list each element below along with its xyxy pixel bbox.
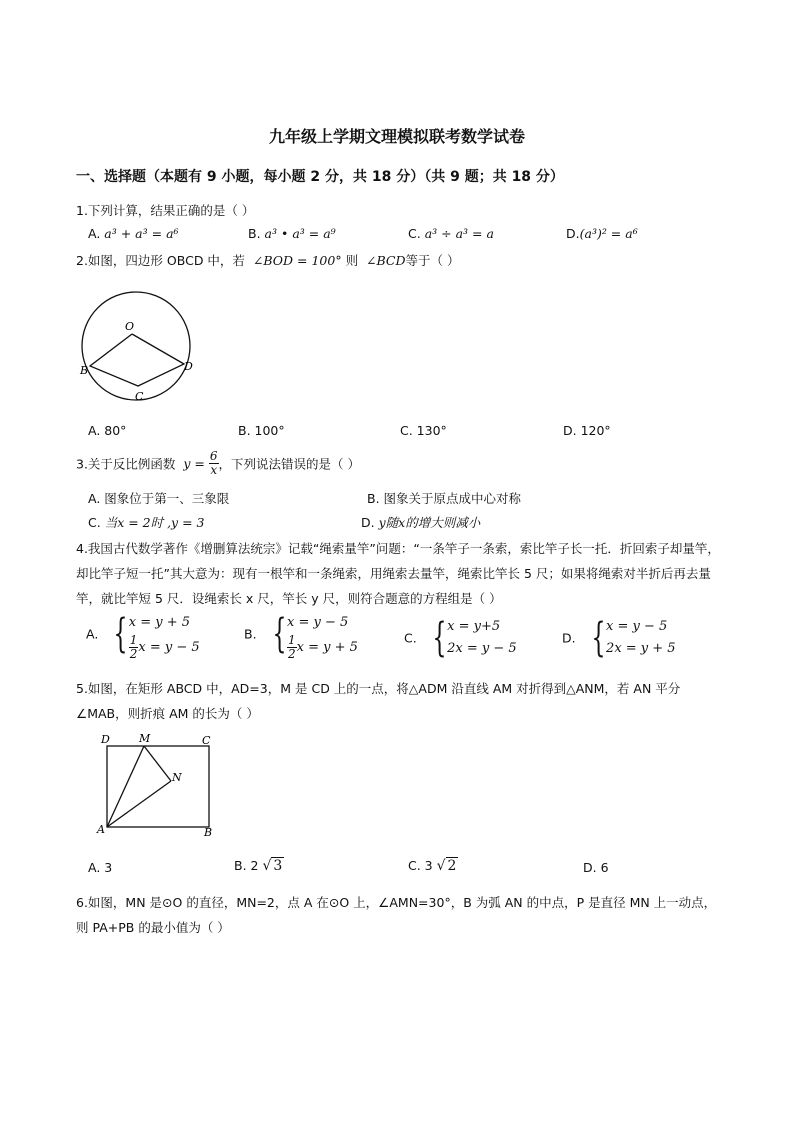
option-label: B. — [244, 626, 257, 642]
brace: { — [272, 611, 286, 657]
q4-option-a — [86, 611, 200, 661]
label-d: D — [101, 733, 110, 746]
section-heading: 一、选择题（本题有 9 小题，每小题 2 分，共 18 分）（共 9 题；共 18 分） — [76, 169, 564, 185]
label-b: B — [204, 826, 213, 839]
sqrt-2: √ 2 — [436, 858, 457, 874]
label-n: N — [172, 771, 182, 784]
label-d: D — [184, 360, 193, 373]
option-label: C. — [408, 226, 421, 241]
eq-row-1: x = y+5 — [447, 619, 501, 634]
circle-quadrilateral-figure — [72, 284, 202, 409]
label-a: A — [97, 823, 105, 836]
function-y: y = — [183, 456, 205, 471]
option-label: D. — [361, 515, 375, 530]
angle-bod: ∠BOD = 100° — [252, 253, 342, 268]
q1-option-d — [566, 226, 638, 241]
quadrilateral-obcd — [90, 334, 184, 386]
q2-option-d: D. 120° — [563, 423, 611, 438]
question-5-stem: 5.如图，在矩形 ABCD 中，AD=3，M 是 CD 上的一点，将△ADM 沿直线 AM 对折得到△ANM，若 AN 平分∠MAB，则折痕 AM 的长为（ ） — [76, 681, 681, 721]
denominator: x — [210, 463, 218, 477]
option-label: C. — [404, 630, 417, 646]
question-1-stem: 1.下列计算，结果正确的是（ ） — [76, 203, 255, 218]
eq-row-2: 2x = y + 5 — [606, 641, 676, 656]
q2-option-c: C. 130° — [400, 423, 447, 438]
stem-text: 则 — [345, 253, 359, 268]
sqrt-3: √ 3 — [262, 858, 283, 874]
option-label: C. — [88, 515, 101, 530]
option-label: B. 2 — [234, 858, 259, 873]
q1-option-a — [88, 226, 179, 241]
label-o: O — [125, 320, 135, 333]
option-label: D. — [566, 226, 580, 241]
q5-option-a: A. 3 — [88, 860, 113, 875]
label-b: B — [80, 364, 89, 377]
option-expr: (a³)² = a⁶ — [579, 226, 638, 241]
option-label: D. — [562, 630, 576, 646]
angle-bcd: ∠BCD — [366, 253, 406, 268]
numerator: 6 — [209, 449, 218, 463]
label-m: M — [139, 732, 151, 745]
brace: { — [432, 615, 447, 661]
stem-text: 等于（ ） — [405, 253, 460, 268]
line-mn — [144, 746, 171, 781]
stem-text: 2.如图，四边形 OBCD 中，若 — [76, 253, 245, 268]
option-expr: a³ ÷ a³ = a — [424, 226, 494, 241]
option-expr: 当x = 2时 ,y = 3 — [104, 515, 205, 530]
eq-row-1: x = y + 5 — [128, 615, 191, 630]
stem-text: ，下列说法错误的是（ ） — [218, 456, 361, 472]
q3-option-d — [361, 513, 480, 531]
question-2-stem — [76, 251, 460, 269]
option-label: A. — [86, 626, 99, 642]
eq-row-2: $\frac{1}{2}$ x = y − 5 — [129, 633, 200, 661]
q1-option-c — [408, 226, 494, 241]
circle-o — [82, 292, 190, 400]
equation-system — [102, 611, 200, 661]
q5-option-c — [408, 858, 458, 874]
question-6-stem: 6.如图，MN 是⊙O 的直径，MN=2，点 A 在⊙O 上，∠AMN=30°，B 为弧 AN 的中点，P 是直径 MN 上一动点，则 PA+PB 的最小值为（ ） — [76, 895, 717, 935]
question-3-stem — [76, 450, 360, 477]
q5-option-b — [234, 858, 284, 874]
fraction-6-over-x — [209, 450, 219, 477]
q4-option-d — [562, 616, 676, 660]
option-label: C. 3 — [408, 858, 433, 873]
exam-title: 九年级上学期文理模拟联考数学试卷 — [268, 127, 525, 146]
equation-system — [421, 616, 517, 660]
eq-row-1: x = y − 5 — [606, 619, 668, 634]
q2-option-b: B. 100° — [238, 423, 285, 438]
q2-option-a: A. 80° — [88, 423, 127, 438]
equation-system — [580, 616, 676, 660]
q1-option-b — [248, 226, 336, 241]
fraction-half: $\frac{1}{2}$ — [288, 633, 296, 661]
option-expr: a³ • a³ = a⁹ — [264, 226, 336, 241]
question-4-stem: 4.我国古代数学著作《增删算法统宗》记载“绳索量竿”问题：“一条竿子一条索，索比竿子长一托．折回索子却量竿，却比竿子短一托”其大意为：现有一根竿和一条绳索，用绳索去量竿，绳索比竿长 5 尺；如果将绳索对半折后再去量竿，就比竿短 5 尺．设绳索长 x 尺，竿长 y 尺，则符合题意的方程组是（ ） — [76, 541, 720, 606]
brace: { — [591, 615, 606, 661]
line-am — [107, 746, 144, 827]
fraction-half: $\frac{1}{2}$ — [129, 633, 138, 661]
option-expr: a³ + a³ = a⁶ — [104, 226, 179, 241]
q5-option-d: D. 6 — [583, 860, 609, 875]
equation-system — [261, 611, 358, 661]
option-label: A. — [88, 226, 101, 241]
label-c: C — [202, 734, 211, 747]
rectangle-fold-figure — [92, 730, 222, 840]
eq-row-2: 2x = y − 5 — [447, 641, 517, 656]
stem-text: 3.关于反比例函数 — [76, 456, 176, 472]
q4-option-c — [404, 616, 517, 660]
option-expr: y随x的增大则减小 — [378, 515, 481, 530]
rectangle-abcd — [107, 746, 209, 827]
q4-option-b — [244, 611, 358, 661]
q3-option-c — [88, 513, 205, 531]
line-an — [107, 781, 171, 827]
brace: { — [113, 611, 128, 657]
option-label: B. — [248, 226, 261, 241]
eq-row-1: x = y − 5 — [287, 615, 349, 630]
q3-option-b: B. 图象关于原点成中心对称 — [367, 491, 522, 506]
q3-option-a: A. 图象位于第一、三象限 — [88, 491, 230, 506]
eq-row-2: $\frac{1}{2}$ x = y + 5 — [288, 633, 358, 661]
label-c: C — [135, 390, 144, 403]
